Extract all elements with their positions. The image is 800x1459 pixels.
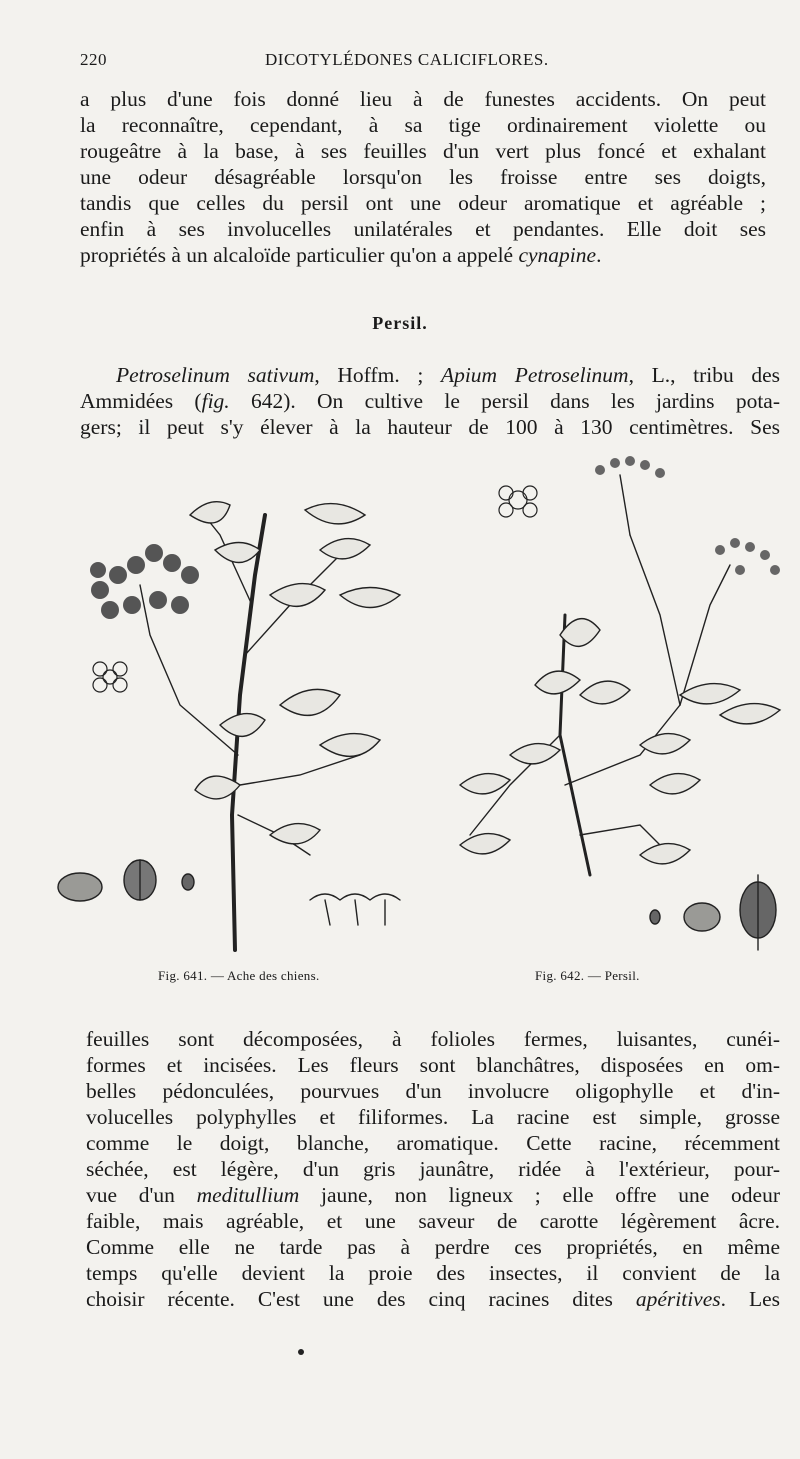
text-run: propriétés à un alcaloïde particulier qu'on a appelé (80, 243, 519, 267)
text-line: faible, mais agréable, et une saveur de carotte légèrement âcre. (86, 1209, 780, 1233)
page-number: 220 (80, 50, 107, 69)
text-line: comme le doigt, blanche, aromatique. Cette racine, récemment (86, 1131, 780, 1155)
text-run: jaune, non ligneux ; elle offre une odeur (299, 1183, 780, 1207)
text-line (86, 1286, 780, 1312)
text-line (80, 242, 766, 268)
paragraph-persil-description (86, 1026, 780, 1312)
text-run: Ammidées ( (80, 389, 202, 413)
text-run: , Hoffm. ; (314, 363, 441, 387)
italic-term: apéritives (635, 1287, 721, 1311)
text-run: . (596, 243, 602, 267)
text-line: feuilles sont décomposées, à folioles fermes, luisantes, cunéi- (86, 1027, 780, 1051)
text-line: enfin à ses involucelles unilatérales et pendantes. Elle doit ses (80, 217, 766, 241)
running-title: DICOTYLÉDONES CALICIFLORES. (265, 50, 549, 69)
text-line (80, 362, 780, 388)
fig-642-persil (460, 456, 780, 950)
text-line: a plus d'une fois donné lieu à de funestes accidents. On peut (80, 87, 766, 111)
text-line: gers; il peut s'y élever à la hauteur de 100 à 130 centimètres. Ses (80, 415, 780, 439)
italic-term: fig. (201, 389, 230, 413)
italic-term: Petroselinum sativum (116, 363, 315, 387)
italic-term: meditullium (196, 1183, 300, 1207)
fig-641-ache-des-chiens (58, 502, 400, 950)
text-line (80, 388, 780, 414)
figure-caption-641: Fig. 641. — Ache des chiens. (158, 968, 320, 983)
text-run: vue d'un (86, 1183, 197, 1207)
text-line (86, 1182, 780, 1208)
text-line: belles pédonculées, pourvues d'un involucre oligophylle et d'in- (86, 1079, 780, 1103)
section-title: Persil. (372, 313, 428, 333)
text-run: , L., tribu des (628, 363, 781, 387)
italic-term: Apium Petroselinum (440, 363, 629, 387)
text-line: formes et incisées. Les fleurs sont blanchâtres, disposées en om- (86, 1053, 780, 1077)
text-line: temps qu'elle devient la proie des insectes, il convient de la (86, 1261, 780, 1285)
text-run: 642). On cultive le persil dans les jardins pota- (229, 389, 780, 413)
text-line: Comme elle ne tarde pas à perdre ces propriétés, en même (86, 1235, 780, 1259)
text-run: . Les (720, 1287, 781, 1311)
text-line: volucelles polyphylles et filiformes. La racine est simple, grosse (86, 1105, 780, 1129)
botanical-illustration (40, 455, 790, 955)
ink-blot (298, 1349, 304, 1355)
text-line: rougeâtre à la base, à ses feuilles d'un vert plus foncé et exhalant (80, 139, 766, 163)
text-line: séchée, est légère, d'un gris jaunâtre, ridée à l'extérieur, pour- (86, 1157, 780, 1181)
figure-caption-642: Fig. 642. — Persil. (535, 968, 640, 983)
text-line: tandis que celles du persil ont une odeur aromatique et agréable ; (80, 191, 766, 215)
text-run: choisir récente. C'est une des cinq racines dites (86, 1287, 636, 1311)
paragraph-persil-intro (80, 362, 780, 440)
text-line: une odeur désagréable lorsqu'on les froisse entre ses doigts, (80, 165, 766, 189)
text-line: la reconnaître, cependant, à sa tige ordinairement violette ou (80, 113, 766, 137)
paragraph-cigue (80, 86, 766, 268)
italic-term: cynapine (518, 243, 597, 267)
